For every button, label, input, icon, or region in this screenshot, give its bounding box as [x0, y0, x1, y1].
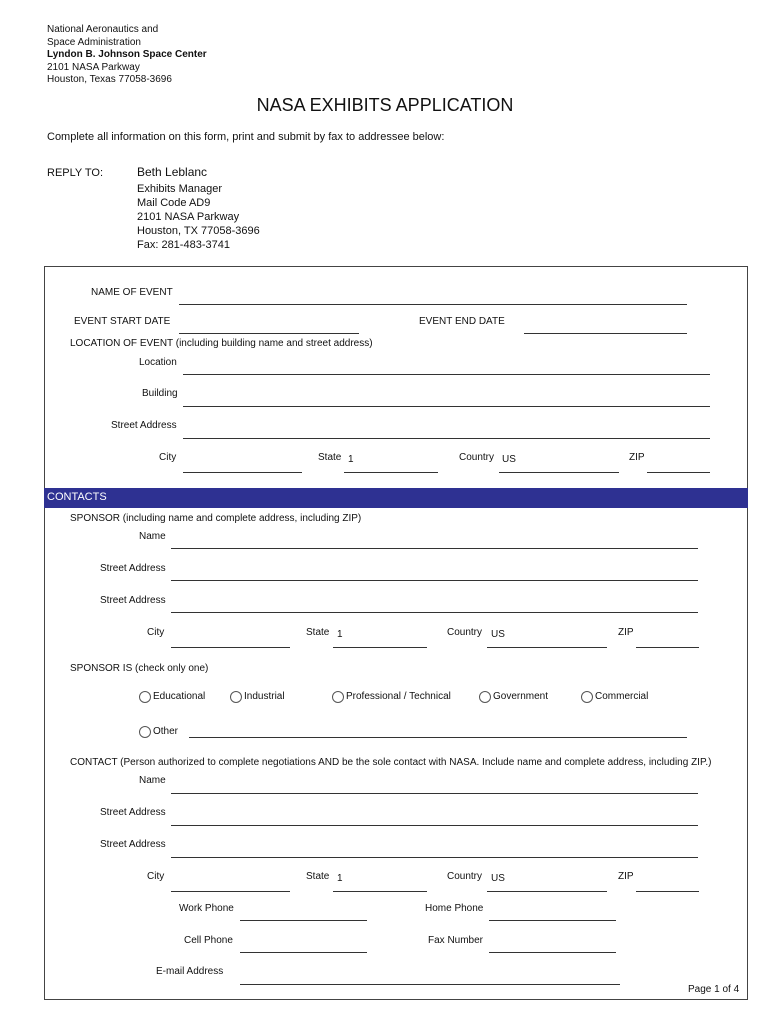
event-country-field[interactable] [499, 472, 619, 473]
reply-to-line: Mail Code AD9 [137, 197, 211, 209]
sponsor-is-label: SPONSOR IS (check only one) [70, 663, 209, 674]
sponsor-type-commercial-label: Commercial [595, 691, 649, 702]
event-start-field[interactable] [179, 333, 359, 334]
reply-to-line: Fax: 281-483-3741 [137, 239, 230, 251]
email-label: E-mail Address [156, 966, 224, 977]
sponsor-state-value[interactable]: 1 [337, 629, 343, 640]
building-field[interactable] [183, 406, 710, 407]
sponsor-state-field[interactable] [333, 647, 427, 648]
contact-zip-label: ZIP [618, 871, 634, 882]
cell-phone-label: Cell Phone [184, 935, 233, 946]
building-label: Building [142, 388, 178, 399]
location-field[interactable] [183, 374, 710, 375]
work-phone-label: Work Phone [179, 903, 234, 914]
contact-street2-label: Street Address [100, 839, 166, 850]
fax-number-field[interactable] [489, 952, 616, 953]
event-end-field[interactable] [524, 333, 687, 334]
center-street: 2101 NASA Parkway [47, 61, 140, 73]
reply-to-line: Exhibits Manager [137, 183, 222, 195]
agency-name-line1: National Aeronautics and [47, 24, 159, 35]
sponsor-zip-field[interactable] [636, 647, 699, 648]
event-end-label: EVENT END DATE [419, 316, 505, 327]
contact-street-label: Street Address [100, 807, 166, 818]
home-phone-field[interactable] [489, 920, 616, 921]
contact-country-value[interactable]: US [491, 873, 505, 884]
instructions: Complete all information on this form, print and submit by fax to addressee below: [47, 131, 445, 143]
contact-name-field[interactable] [171, 793, 698, 794]
sponsor-street2-label: Street Address [100, 595, 166, 606]
sponsor-type-government-radio[interactable] [479, 691, 491, 703]
agency-name-line2: Space Administration [47, 36, 141, 48]
location-heading: LOCATION OF EVENT (including building name and street address) [70, 338, 373, 349]
contact-city-label: City [147, 871, 165, 882]
contact-zip-field[interactable] [636, 891, 699, 892]
contact-country-field[interactable] [487, 891, 607, 892]
sponsor-city-label: City [147, 627, 165, 638]
contact-country-label: Country [447, 871, 483, 882]
contact-state-value[interactable]: 1 [337, 873, 343, 884]
event-state-label: State [318, 452, 342, 463]
sponsor-type-professional-label: Professional / Technical [346, 691, 451, 702]
event-street-label: Street Address [111, 420, 177, 431]
contact-state-field[interactable] [333, 891, 427, 892]
sponsor-country-value[interactable]: US [491, 629, 505, 640]
reply-to-label: REPLY TO: [47, 167, 104, 179]
event-country-label: Country [459, 452, 495, 463]
sponsor-state-label: State [306, 627, 330, 638]
event-city-label: City [159, 452, 177, 463]
sponsor-type-commercial-radio[interactable] [581, 691, 593, 703]
contact-name-label: Name [139, 775, 166, 786]
center-city: Houston, Texas 77058-3696 [47, 74, 172, 85]
sponsor-street-label: Street Address [100, 563, 166, 574]
contact-heading: CONTACT (Person authorized to complete negotiations AND be the sole contact with NASA. Include name and complete address, including ZIP.) [70, 757, 712, 768]
sponsor-country-label: Country [447, 627, 483, 638]
cell-phone-field[interactable] [240, 952, 367, 953]
sponsor-type-educational-radio[interactable] [139, 691, 151, 703]
sponsor-name-label: Name [139, 531, 166, 542]
reply-to-name: Beth Leblanc [137, 165, 208, 179]
sponsor-zip-label: ZIP [618, 627, 634, 638]
fax-number-label: Fax Number [428, 935, 484, 946]
sponsor-type-government-label: Government [493, 691, 549, 702]
reply-to-line: Houston, TX 77058-3696 [137, 225, 260, 237]
sponsor-type-professional-radio[interactable] [332, 691, 344, 703]
event-city-field[interactable] [183, 472, 302, 473]
location-label: Location [139, 357, 177, 368]
sponsor-street-field[interactable] [171, 580, 698, 581]
center-name: Lyndon B. Johnson Space Center [47, 49, 207, 60]
email-field[interactable] [240, 984, 620, 985]
event-street-field[interactable] [183, 438, 710, 439]
event-name-field[interactable] [179, 304, 687, 305]
event-zip-label: ZIP [629, 452, 645, 463]
event-name-label: NAME OF EVENT [91, 287, 173, 298]
sponsor-name-field[interactable] [171, 548, 698, 549]
sponsor-heading: SPONSOR (including name and complete address, including ZIP) [70, 513, 362, 524]
sponsor-street2-field[interactable] [171, 612, 698, 613]
event-country-value[interactable]: US [502, 454, 516, 465]
contact-street-field[interactable] [171, 825, 698, 826]
sponsor-type-other-radio[interactable] [139, 726, 151, 738]
event-state-value[interactable]: 1 [348, 454, 354, 465]
home-phone-label: Home Phone [425, 903, 484, 914]
reply-to-line: 2101 NASA Parkway [137, 211, 240, 223]
sponsor-type-other-label: Other [153, 726, 179, 737]
contact-city-field[interactable] [171, 891, 290, 892]
sponsor-type-industrial-radio[interactable] [230, 691, 242, 703]
sponsor-type-other-field[interactable] [189, 737, 687, 738]
work-phone-field[interactable] [240, 920, 367, 921]
event-zip-field[interactable] [647, 472, 710, 473]
contact-street2-field[interactable] [171, 857, 698, 858]
sponsor-type-educational-label: Educational [153, 691, 206, 702]
contacts-section-header: CONTACTS [44, 488, 748, 508]
event-state-field[interactable] [344, 472, 438, 473]
page-title: NASA EXHIBITS APPLICATION [256, 95, 514, 115]
sponsor-type-industrial-label: Industrial [244, 691, 285, 702]
sponsor-city-field[interactable] [171, 647, 290, 648]
contact-state-label: State [306, 871, 330, 882]
page-number: Page 1 of 4 [688, 984, 740, 995]
event-start-label: EVENT START DATE [74, 316, 171, 327]
sponsor-country-field[interactable] [487, 647, 607, 648]
